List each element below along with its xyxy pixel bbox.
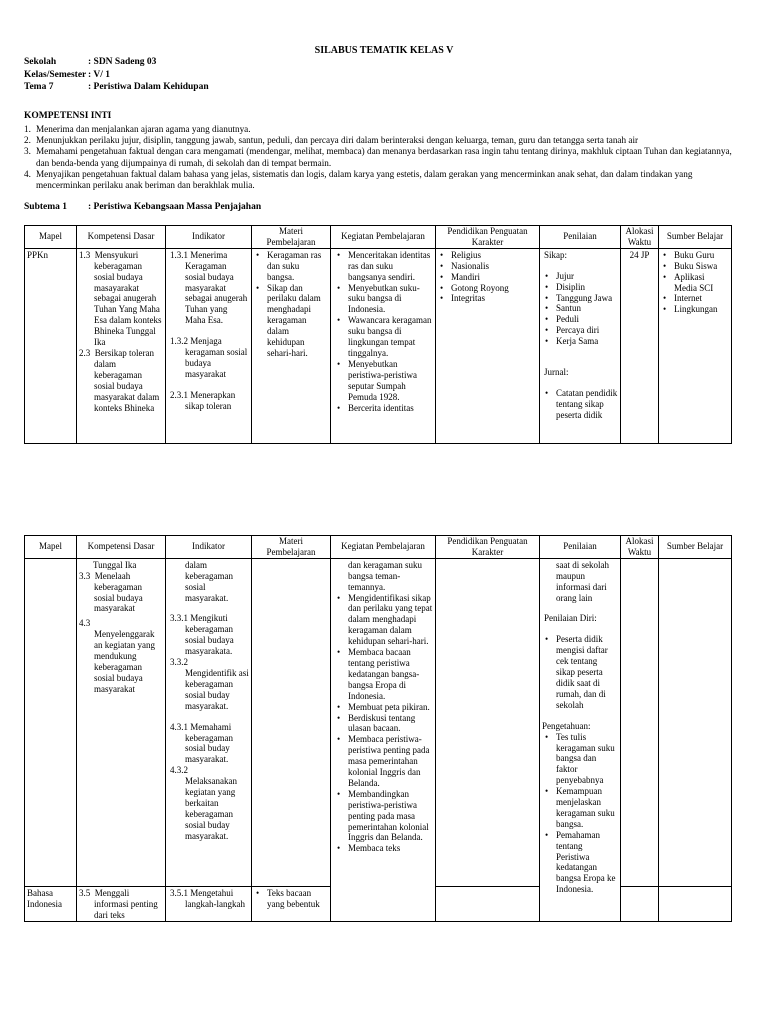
cell-indikator: dalam keberagaman sosial masyarakat. 3.3.1 Mengikuti keberagaman sosial budaya masyarakata. 3.3.2 Mengidentifik asi keberagaman sosial buday masyarakat. 4.3.1 Memahami keberagaman sosial buday masyarakat. 4.3.2 Melaksanakan kegiatan yang berkaitan keberagaman sosial buday masyarakat. (166, 558, 252, 886)
table-header-row (25, 226, 732, 249)
cell-sumber (659, 558, 732, 886)
subtema-heading: Subtema 1 : Peristiwa Kebangsaan Massa Penjajahan (24, 202, 262, 212)
header-indikator: Indikator (166, 226, 252, 249)
cell-karakter: • Religius • Nasionalis • Mandiri • Gotong Royong • Integritas (436, 248, 540, 443)
meta-tema: Tema 7 : Peristiwa Dalam Kehidupan (24, 82, 209, 92)
header-kompetensi-dasar: Kompetensi Dasar (77, 536, 166, 559)
cell-kegiatan: dan keragaman suku bangsa teman-temannya. • Mengidentifikasi sikap dan perilaku yang tepat dalam menghadapi keragaman dalam kehidupan sehari-hari. • Membaca bacaan tentang peristiwa kedatangan bangsa-bangsa Eropa di Indonesia. • Membuat peta pikiran. • Berdiskusi tentang ulasan bacaan. • Membaca peristiwa-peristiwa penting pada masa pemerintahan kolonial Inggris dan Belanda. • Membandingkan peristiwa-peristiwa penting pada masa pemerintahan kolonial Inggris dan Belanda. • Membaca teks (331, 558, 436, 921)
cell-penilaian: Sikap: • Jujur • Disiplin • Tanggung Jawa • Santun • Peduli • Percaya diri • Kerja Sama Jurnal: • Catatan pendidik tentang sikap peserta didik (540, 248, 621, 443)
cell-mapel: PPKn (25, 248, 77, 443)
kompetensi-item: 1. Menerima dan menjalankan ajaran agama yang dianutnya. (24, 124, 251, 134)
table-row (25, 558, 732, 886)
syllabus-table-1 (24, 225, 732, 444)
cell-alokasi (621, 886, 659, 921)
kompetensi-item: 4. Menyajikan pengetahuan faktual dalam bahasa yang jelas, sistematis dan logis, dalam karya yang estetis, dalam gerakan yang mencerminkan anak sehat, dan dalam tindakan yang mencerminkan perilaku anak beriman dan berakhlak mulia. (24, 168, 693, 191)
cell-kompetensi-dasar: 3.5 Menggali informasi penting dari teks (77, 886, 166, 921)
cell-indikator: 3.5.1 Mengetahui langkah-langkah (166, 886, 252, 921)
syllabus-table-2 (24, 535, 732, 922)
table-row (25, 248, 732, 443)
header-alokasi: Alokasi Waktu (621, 536, 659, 559)
header-karakter: Pendidikan Penguatan Karakter (436, 536, 540, 559)
header-materi: Materi Pembelajaran (252, 536, 331, 559)
meta-sekolah: Sekolah : SDN Sadeng 03 (24, 57, 157, 67)
cell-sumber (659, 886, 732, 921)
kompetensi-item: 2. Menunjukkan perilaku jujur, disiplin, tanggung jawab, santun, peduli, dan percaya diri dalam berinteraksi dengan keluarga, teman, guru dan tetangga serta tanah air (24, 135, 639, 146)
cell-alokasi (621, 558, 659, 886)
header-mapel: Mapel (25, 226, 77, 249)
cell-karakter (436, 886, 540, 921)
cell-indikator: 1.3.1 Menerima Keragaman sosial budaya masyarakat sebagai anugerah Tuhan yang Maha Esa. 1.3.2 Menjaga keragaman sosial budaya masyarakat 2.3.1 Menerapkan sikap toleran (166, 248, 252, 443)
cell-kompetensi-dasar: Tunggal Ika 3.3 Menelaah keberagaman sosial budaya masyarakat 4.3 Menyelenggarak an kegiatan yang mendukung keberagaman sosial budaya masyarakat (77, 558, 166, 886)
cell-kegiatan: • Menceritakan identitas ras dan suku bangsanya sendiri. • Menyebutkan suku-suku bangsa di Indonesia. • Wawancara keragaman suku bangsa di lingkungan tempat tinggalnya. • Menyebutkan peristiwa-peristiwa seputar Sumpah Pemuda 1928. • Bercerita identitas (331, 248, 436, 443)
cell-mapel (25, 558, 77, 886)
cell-materi: • Keragaman ras dan suku bangsa. • Sikap dan perilaku dalam menghadapi keragaman dalam kehidupan sehari-hari. (252, 248, 331, 443)
table-header-row (25, 536, 732, 559)
cell-penilaian: saat di sekolah maupun informasi dari orang lain Penilaian Diri: • Peserta didik mengisi daftar cek tentang sikap peserta didik saat di rumah, dan di sekolah Pengetahuan: • Tes tulis keragaman suku bangsa dan faktor penyebabnya • Kemampuan menjelaskan keragaman suku bangsa. • Pemahaman tentang Peristiwa kedatangan bangsa Eropa ke Indonesia. (540, 558, 621, 921)
header-kegiatan: Kegiatan Pembelajaran (331, 226, 436, 249)
cell-materi: • Teks bacaan yang bebentuk (252, 886, 331, 921)
header-karakter: Pendidikan Penguatan Karakter (436, 226, 540, 249)
kompetensi-inti-list (24, 124, 746, 191)
cell-alokasi: 24 JP (621, 248, 659, 443)
document-title: SILABUS TEMATIK KELAS V (314, 45, 454, 56)
header-materi: Materi Pembelajaran (252, 226, 331, 249)
header-kegiatan: Kegiatan Pembelajaran (331, 536, 436, 559)
kompetensi-inti-heading: KOMPETENSI INTI (24, 111, 112, 121)
cell-kompetensi-dasar: 1.3 Mensyukuri keberagaman sosial budaya masayarakat sebagai anugerah Tuhan Yang Maha Esa dalam konteks Bhineka Tunggal Ika 2.3 Bersikap toleran dalam keberagaman sosial budaya masyarakat dalam konteks Bhineka (77, 248, 166, 443)
cell-materi (252, 558, 331, 886)
header-indikator: Indikator (166, 536, 252, 559)
header-penilaian: Penilaian (540, 536, 621, 559)
header-sumber: Sumber Belajar (659, 536, 732, 559)
header-penilaian: Penilaian (540, 226, 621, 249)
kompetensi-item: 3. Memahami pengetahuan faktual dengan cara mengamati (mendengar, melihat, membaca) dan menanya berdasarkan rasa ingin tahu tentang dirinya, makhluk ciptaan Tuhan dan kegiatannya, dan benda-benda yang dijumpainya di rumah, di sekolah dan di tempat bermain. (24, 146, 732, 168)
cell-mapel: Bahasa Indonesia (25, 886, 77, 921)
header-mapel: Mapel (25, 536, 77, 559)
cell-karakter (436, 558, 540, 886)
header-kompetensi-dasar: Kompetensi Dasar (77, 226, 166, 249)
header-alokasi: Alokasi Waktu (621, 226, 659, 249)
meta-kelas-semester: Kelas/Semester : V/ 1 (24, 70, 110, 80)
cell-sumber: • Buku Guru • Buku Siswa • Aplikasi Media SCI • Internet • Lingkungan (659, 248, 732, 443)
header-sumber: Sumber Belajar (659, 226, 732, 249)
